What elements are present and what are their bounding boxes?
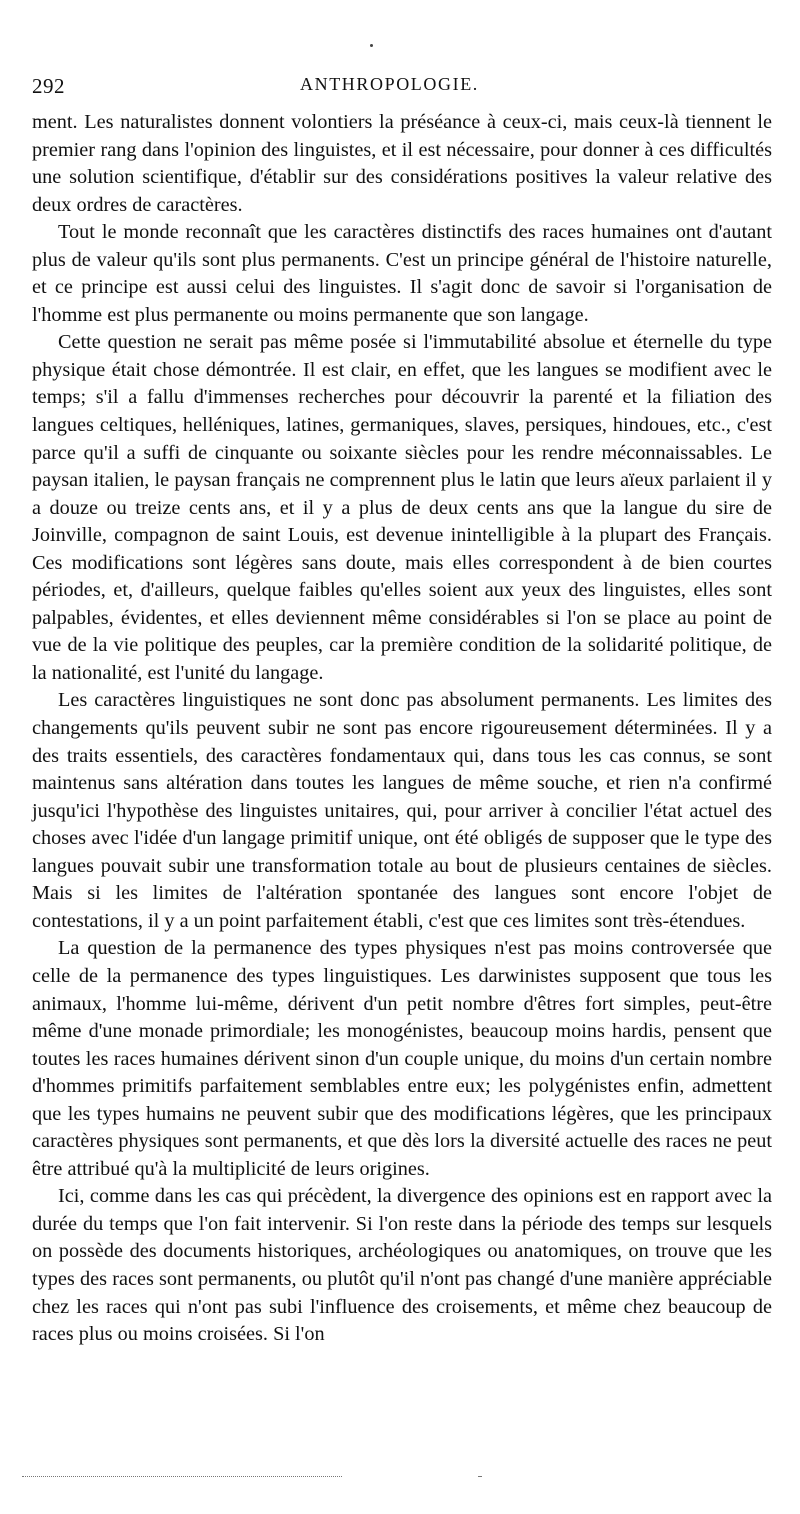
paragraph: Tout le monde reconnaît que les caractères distinctifs des races humaines ont d'autant plus de valeur qu'ils sont plus permanents. C'est un principe général de l'histoire naturelle, et ce principe est aussi celui des linguistes. Il s'agit donc de savoir si l'organisation de l'homme est plus permanente ou moins permanente que son langage.	[32, 221, 772, 326]
ink-speck	[370, 44, 373, 47]
paragraph: La question de la permanence des types physiques n'est pas moins controversée que celle de la permanence des types linguistiques. Les darwinistes supposent que tous les animaux, l'homme lui-même, dérivent d'un petit nombre d'êtres fort simples, peut-être même d'une monade primordiale; les monogénistes, beaucoup moins hardis, pensent que toutes les races humaines dérivent sinon d'un couple unique, du moins d'un certain nombre d'hommes primitifs parfaitement semblables entre eux; les polygénistes enfin, admettent que les types humains ne peuvent subir que des modifications légères, que les principaux caractères physiques sont permanents, et que dès lors la diversité actuelle des races ne peut être attribué qu'à la multiplicité de leurs origines.	[32, 937, 772, 1180]
body-text	[32, 109, 772, 1349]
paragraph: Cette question ne serait pas même posée si l'immutabilité absolue et éternelle du type physique était chose démontrée. Il est clair, en effet, que les langues se modifient avec le temps; s'il a fallu d'immenses recherches pour découvrir la parenté et la filiation des langues celtiques, helléniques, latines, germaniques, slaves, persiques, hindoues, etc., c'est parce qu'il a suffi de cinquante ou soixante siècles pour les rendre méconnaissables. Le paysan italien, le paysan français ne comprennent plus le latin que leurs aïeux parlaient il y a douze ou treize cents ans, et il y a plus de deux cents ans que la langue du sire de Joinville, compagnon de saint Louis, est devenue inintelligible à la plupart des Français. Ces modifications sont légères sans doute, mais elles correspondent à de bien courtes périodes, et, d'ailleurs, quelque faibles qu'elles soient aux yeux des linguistes, elles sont palpables, évidentes, et elles deviennent même considérables si l'on se place au point de vue de la vie politique des peuples, car la première condition de la solidarité politique, de la nationalité, est l'unité du langage.	[32, 331, 772, 684]
running-title: ANTHROPOLOGIE.	[300, 74, 479, 94]
paragraph: Ici, comme dans les cas qui précèdent, la divergence des opinions est en rapport avec la durée du temps que l'on fait intervenir. Si l'on reste dans la période des temps sur lesquels on possède des documents historiques, archéologiques ou anatomiques, on trouve que les types des races sont permanents, ou plutôt qu'il n'ont pas changé d'une manière appréciable chez les races qui n'ont pas subi l'influence des croisements, et même chez beaucoup de races plus ou moins croisées. Si l'on	[32, 1185, 772, 1346]
page-header	[32, 74, 772, 104]
paragraph-continuation: ment. Les naturalistes donnent volontiers la préséance à ceux-ci, mais ceux-là tiennent le premier rang dans l'opinion des linguistes, et il est nécessaire, pour donner à ces difficultés une solution scientifique, d'établir sur des considérations positives la valeur relative des deux ordres de caractères.	[32, 111, 772, 216]
footer-mark	[478, 1476, 482, 1477]
footer-rule	[22, 1476, 342, 1477]
paragraph: Les caractères linguistiques ne sont donc pas absolument permanents. Les limites des changements qu'ils peuvent subir ne sont pas encore rigoureusement déterminées. Il y a des traits essentiels, des caractères fondamentaux qui, dans tous les cas connus, se sont maintenus sans altération dans toutes les langues de même souche, et rien n'a confirmé jusqu'ici l'hypothèse des linguistes unitaires, qui, pour arriver à concilier l'état actuel des choses avec l'idée d'un langage primitif unique, ont été obligés de supposer que le type des langues pouvait subir une transformation totale au bout de plusieurs centaines de siècles. Mais si les limites de l'altération spontanée des langues sont encore l'objet de contestations, il y a un point parfaitement établi, c'est que ces limites sont très-étendues.	[32, 689, 772, 932]
page-number: 292	[32, 74, 65, 98]
